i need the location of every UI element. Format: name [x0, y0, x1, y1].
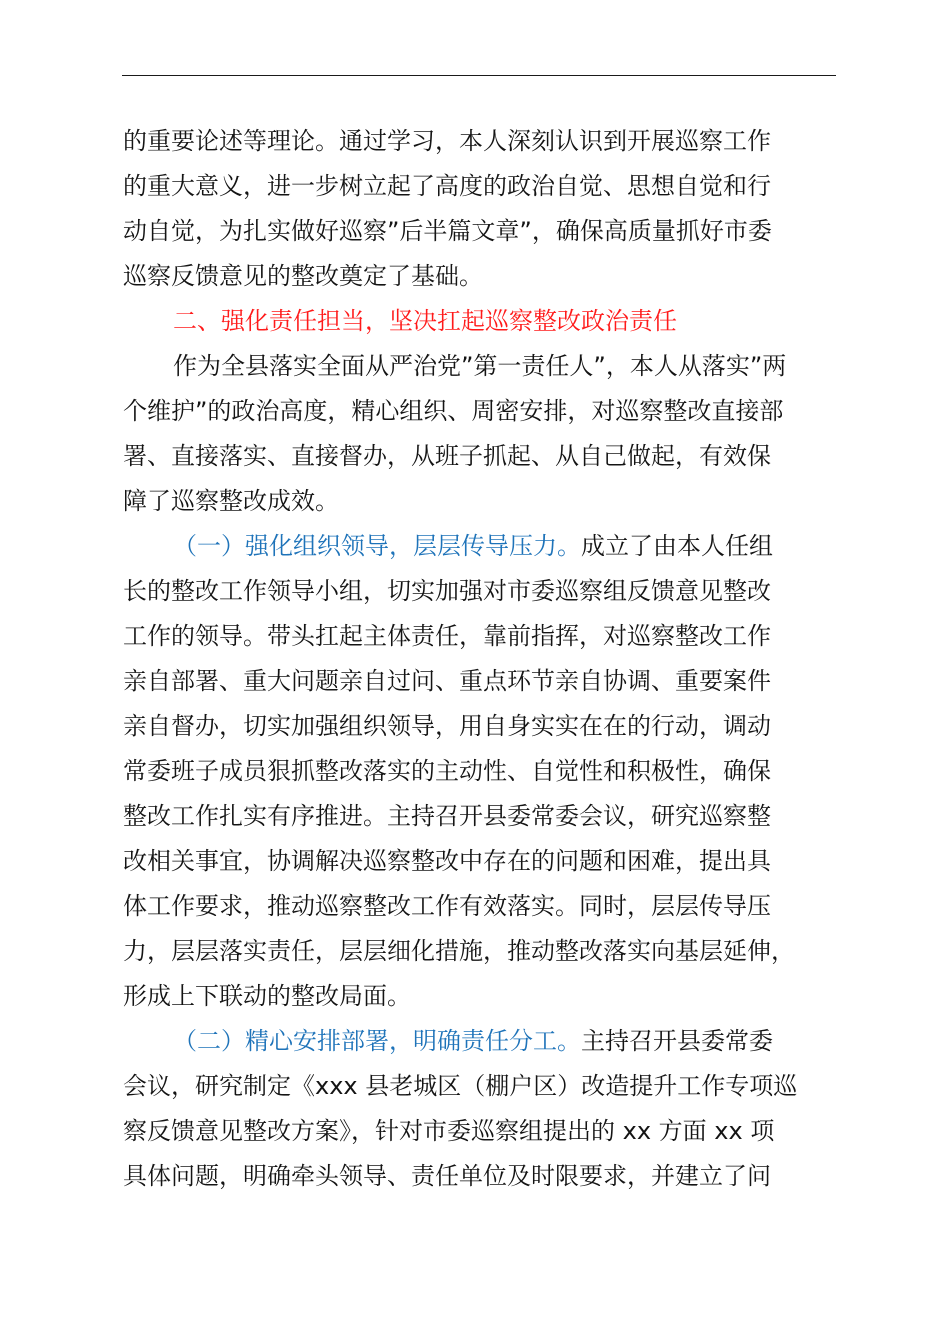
text-line — [123, 164, 950, 208]
body-text: 巡察反馈意见的整改奠定了基础。 — [123, 262, 483, 290]
body-text: 力，层层落实责任，层层细化措施，推动整改落实向基层延伸， — [123, 937, 795, 965]
text-line — [123, 704, 950, 748]
text-line — [123, 929, 950, 973]
subsection-heading-text: （二）精心安排部署，明确责任分工。 — [173, 1027, 581, 1055]
text-line — [123, 254, 950, 298]
body-text: 署、直接落实、直接督办，从班子抓起、从自己做起，有效保 — [123, 442, 771, 470]
text-line — [123, 1064, 950, 1108]
body-text: 形成上下联动的整改局面。 — [123, 982, 411, 1010]
body-text: 的重大意义，进一步树立起了高度的政治自觉、思想自觉和行 — [123, 172, 771, 200]
subsection-heading-text: （一）强化组织领导，层层传导压力。 — [173, 532, 581, 560]
subsection-line — [173, 1019, 950, 1063]
text-line — [123, 884, 950, 928]
body-text: 成立了由本人任组 — [581, 532, 773, 560]
body-text: 具体问题，明确牵头领导、责任单位及时限要求，并建立了问 — [123, 1162, 771, 1190]
text-line — [123, 1154, 950, 1198]
body-text: 常委班子成员狠抓整改落实的主动性、自觉性和积极性，确保 — [123, 757, 771, 785]
body-text: 改相关事宜，协调解决巡察整改中存在的问题和困难，提出具 — [123, 847, 771, 875]
text-line — [123, 794, 950, 838]
text-line — [123, 119, 950, 163]
text-line — [123, 659, 950, 703]
text-line — [123, 569, 950, 613]
body-text: 主持召开县委常委 — [581, 1027, 773, 1055]
body-text: 动自觉，为扎实做好巡察”后半篇文章”，确保高质量抓好市委 — [123, 217, 772, 245]
body-text: 作为全县落实全面从严治党”第一责任人”，本人从落实”两 — [173, 352, 787, 380]
header-rule — [122, 75, 836, 76]
body-text: 察反馈意见整改方案》，针对市委巡察组提出的 xx 方面 xx 项 — [123, 1117, 775, 1145]
body-text: 亲自部署、重大问题亲自过问、重点环节亲自协调、重要案件 — [123, 667, 771, 695]
subsection-line — [173, 524, 950, 568]
text-line — [123, 1109, 950, 1153]
text-line — [123, 839, 950, 883]
section-heading — [173, 299, 950, 343]
text-line — [123, 749, 950, 793]
body-text: 亲自督办，切实加强组织领导，用自身实实在在的行动，调动 — [123, 712, 771, 740]
body-text: 会议，研究制定《xxx 县老城区（棚户区）改造提升工作专项巡 — [123, 1072, 798, 1100]
text-line — [123, 434, 950, 478]
text-line — [173, 344, 950, 388]
text-line — [123, 389, 950, 433]
body-text: 障了巡察整改成效。 — [123, 487, 339, 515]
body-text: 的重要论述等理论。通过学习，本人深刻认识到开展巡察工作 — [123, 127, 771, 155]
body-text: 个维护”的政治高度，精心组织、周密安排，对巡察整改直接部 — [123, 397, 784, 425]
text-line — [123, 209, 950, 253]
section-heading-text: 二、强化责任担当，坚决扛起巡察整改政治责任 — [173, 307, 677, 335]
text-line — [123, 614, 950, 658]
body-text: 工作的领导。带头扛起主体责任，靠前指挥，对巡察整改工作 — [123, 622, 771, 650]
body-text: 整改工作扎实有序推进。主持召开县委常委会议，研究巡察整 — [123, 802, 771, 830]
text-line — [123, 974, 950, 1018]
body-text: 长的整改工作领导小组，切实加强对市委巡察组反馈意见整改 — [123, 577, 771, 605]
body-text: 体工作要求，推动巡察整改工作有效落实。同时，层层传导压 — [123, 892, 771, 920]
text-line — [123, 479, 950, 523]
